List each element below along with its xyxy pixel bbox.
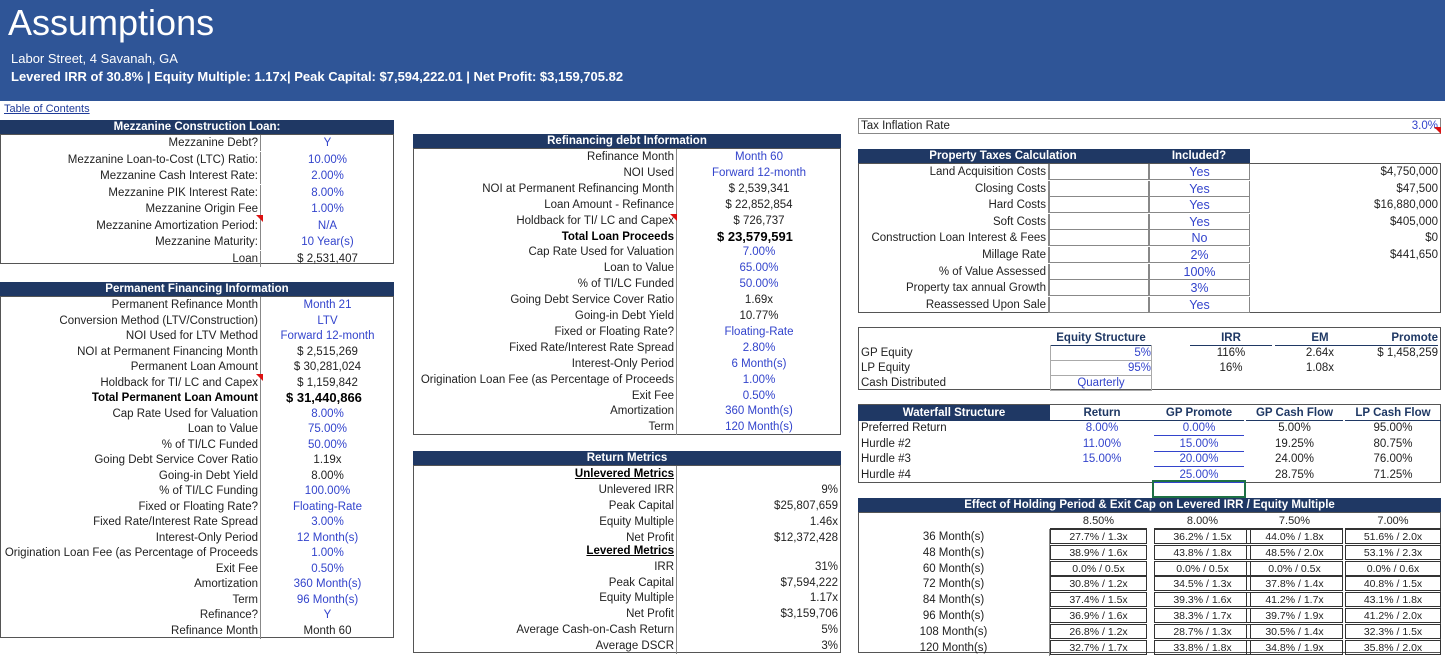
equity-share[interactable]: Quarterly: [1050, 375, 1152, 391]
waterfall-header: GP Promote: [1154, 405, 1244, 421]
tax-label: Millage Rate: [858, 247, 1049, 263]
tax-blank-cell: [1049, 297, 1149, 313]
waterfall-cell[interactable]: 8.00%: [1085, 422, 1119, 434]
waterfall-cell[interactable]: 15.00%: [1154, 436, 1244, 452]
equity-share[interactable]: 95%: [1050, 360, 1152, 376]
tax-blank-cell: [1049, 264, 1149, 280]
waterfall-cell[interactable]: 25.00%: [1154, 467, 1244, 483]
refi-value[interactable]: 10.77%: [739, 310, 779, 322]
mezz-value[interactable]: Y: [323, 137, 332, 149]
equity-irr: 116%: [1216, 347, 1246, 359]
perm-value[interactable]: $ 1,159,842: [297, 376, 358, 389]
sensitivity-cell: 41.2% / 1.7x: [1246, 592, 1343, 607]
perm-label: Holdback for TI/ LC and Capex: [0, 375, 261, 391]
sensitivity-cell: 51.6% / 2.0x: [1345, 529, 1441, 544]
refi-value[interactable]: $ 23,579,591: [717, 228, 793, 244]
tax-included-value[interactable]: Yes: [1149, 164, 1250, 180]
equity-label: GP Equity: [861, 347, 913, 359]
refi-label: NOI at Permanent Refinancing Month: [413, 181, 677, 197]
refi-header: Refinancing debt Information: [413, 134, 841, 148]
levered-label: IRR: [413, 559, 677, 575]
waterfall-cell: Hurdle #2: [861, 437, 911, 450]
perm-label: Amortization: [0, 576, 261, 592]
mezz-value[interactable]: N/A: [317, 219, 338, 232]
sensitivity-cell: 37.4% / 1.5x: [1050, 592, 1147, 607]
waterfall-cell[interactable]: 11.00%: [1082, 437, 1122, 450]
refi-value[interactable]: 7.00%: [742, 246, 776, 259]
sensitivity-cell: 34.8% / 1.9x: [1246, 640, 1343, 655]
sensitivity-cell: 53.1% / 2.3x: [1345, 545, 1441, 560]
sensitivity-cell: 34.5% / 1.3x: [1154, 576, 1251, 591]
perm-label: Origination Loan Fee (as Percentage of Proceeds: [0, 545, 261, 561]
perm-label: Permanent Loan Amount: [0, 359, 261, 375]
perm-value[interactable]: $ 31,440,866: [286, 390, 362, 405]
perm-value[interactable]: LTV: [317, 314, 338, 327]
perm-value[interactable]: 1.19x: [313, 454, 342, 466]
sensitivity-header: Effect of Holding Period & Exit Cap on Levered IRR / Equity Multiple: [858, 498, 1441, 512]
tax-blank-cell: [1049, 214, 1149, 230]
tax-header: Property Taxes Calculation: [858, 149, 1148, 163]
tax-amount: [1250, 264, 1438, 280]
refi-label: Interest-Only Period: [413, 356, 677, 372]
mezz-value[interactable]: $ 2,531,407: [297, 252, 358, 265]
refi-value[interactable]: 50.00%: [739, 278, 779, 291]
perm-label: Exit Fee: [0, 561, 261, 577]
perm-value[interactable]: 100.00%: [304, 485, 351, 497]
refi-value[interactable]: Month 60: [735, 151, 783, 163]
comment-indicator[interactable]: [256, 374, 263, 381]
summary-line: Levered IRR of 30.8% | Equity Multiple: 1.17x| Peak Capital: $7,594,222.01 | Net Profit: $3,159,705.82: [11, 69, 624, 84]
mezz-value[interactable]: 10.00%: [307, 153, 347, 166]
levered-value: 1.17x: [809, 592, 838, 605]
perm-label: NOI at Permanent Financing Month: [0, 344, 261, 360]
levered-label: Average Cash-on-Cash Return: [413, 622, 677, 638]
sensitivity-cell: 36.9% / 1.6x: [1050, 608, 1147, 623]
holding-period: 72 Month(s): [858, 576, 1050, 592]
waterfall-cell: Hurdle #4: [861, 468, 911, 481]
sensitivity-cell: 33.8% / 1.8x: [1154, 640, 1251, 655]
sensitivity-cell: 40.8% / 1.5x: [1345, 576, 1441, 591]
tax-included-value[interactable]: Yes: [1149, 297, 1250, 313]
tax-amount: [1250, 297, 1438, 313]
tax-label: Soft Costs: [858, 214, 1049, 230]
refi-value[interactable]: 1.00%: [742, 373, 776, 386]
title-banner: [0, 0, 1445, 101]
equity-header: IRR: [1190, 330, 1272, 346]
waterfall-header: Return: [1050, 405, 1154, 421]
levered-value: $3,159,706: [780, 608, 838, 621]
refi-label: Going-in Debt Yield: [413, 308, 677, 324]
perm-value[interactable]: 12 Month(s): [296, 531, 359, 544]
refi-label: Fixed Rate/Interest Rate Spread: [413, 340, 677, 356]
sensitivity-cell: 44.0% / 1.8x: [1246, 529, 1343, 544]
levered-label: Net Profit: [413, 606, 677, 622]
holding-period: 48 Month(s): [858, 545, 1050, 561]
tax-included-header: Included?: [1148, 149, 1250, 163]
refi-label: Total Loan Proceeds: [413, 229, 677, 245]
equity-em: 2.64x: [1305, 347, 1335, 359]
waterfall-cell[interactable]: 20.00%: [1154, 451, 1244, 467]
sensitivity-cell: 32.3% / 1.5x: [1345, 624, 1441, 639]
perm-value[interactable]: 3.00%: [311, 516, 344, 528]
tax-blank-cell: [1049, 164, 1149, 180]
unlevered-label: Peak Capital: [413, 498, 677, 514]
tax-label: Property tax annual Growth: [858, 280, 1049, 296]
equity-em: 1.08x: [1305, 362, 1335, 374]
perm-value[interactable]: Month 21: [303, 299, 352, 311]
perm-label: % of TI/LC Funded: [0, 437, 261, 453]
tax-included-value[interactable]: 3%: [1149, 280, 1250, 296]
refi-label: Loan Amount - Refinance: [413, 197, 677, 213]
perm-header: Permanent Financing Information: [0, 282, 394, 296]
refi-value[interactable]: 65.00%: [739, 262, 779, 275]
refi-label: Holdback for TI/ LC and Capex: [413, 213, 677, 229]
equity-irr: 16%: [1219, 362, 1243, 374]
sensitivity-cell: 38.3% / 1.7x: [1154, 608, 1251, 623]
mezz-label: Mezzanine PIK Interest Rate:: [0, 185, 261, 201]
tax-amount: $0: [1425, 232, 1438, 245]
sensitivity-cell: 48.5% / 2.0x: [1246, 545, 1343, 560]
tax-included-value[interactable]: Yes: [1149, 214, 1250, 230]
refi-value[interactable]: $ 2,539,341: [728, 182, 790, 195]
sensitivity-cell: 43.8% / 1.8x: [1154, 545, 1251, 560]
refi-value[interactable]: $ 22,852,854: [725, 198, 793, 211]
unlevered-value: 1.46x: [809, 516, 838, 528]
tax-inflation-value[interactable]: 3.0%: [1411, 120, 1438, 132]
perm-value[interactable]: Floating-Rate: [292, 500, 363, 513]
refi-label: Refinance Month: [413, 149, 677, 165]
perm-label: % of TI/LC Funding: [0, 483, 261, 499]
levered-heading: Levered Metrics: [413, 543, 677, 559]
refi-label: Cap Rate Used for Valuation: [413, 244, 677, 260]
tax-blank-cell: [1049, 197, 1149, 213]
refi-label: NOI Used: [413, 165, 677, 181]
tax-label: Construction Loan Interest & Fees: [858, 230, 1049, 246]
mezz-value[interactable]: 10 Year(s): [301, 236, 354, 248]
returns-header: Return Metrics: [413, 451, 841, 465]
tax-amount: [1250, 280, 1438, 296]
exit-cap-header: 8.50%: [1050, 513, 1147, 529]
selected-cell[interactable]: [1152, 480, 1246, 498]
mezz-value[interactable]: 1.00%: [311, 203, 344, 215]
mezz-label: Mezzanine Cash Interest Rate:: [0, 168, 261, 184]
mezz-label: Mezzanine Debt?: [0, 135, 261, 151]
perm-value[interactable]: 8.00%: [311, 407, 344, 420]
unlevered-label: Unlevered IRR: [413, 482, 677, 498]
mezz-label: Loan: [0, 251, 261, 267]
mezz-header: Mezzanine Construction Loan:: [0, 120, 394, 134]
perm-label: Going Debt Service Cover Ratio: [0, 452, 261, 468]
refi-value[interactable]: 2.80%: [742, 341, 776, 354]
sensitivity-cell: 36.2% / 1.5x: [1154, 529, 1251, 544]
refi-label: Going Debt Service Cover Ratio: [413, 292, 677, 308]
perm-label: Going-in Debt Yield: [0, 468, 261, 484]
perm-value[interactable]: 50.00%: [307, 438, 347, 451]
holding-period: 120 Month(s): [858, 640, 1050, 656]
tax-included-value[interactable]: 100%: [1149, 264, 1250, 280]
tax-blank-cell: [1049, 247, 1149, 263]
tax-included-value[interactable]: Yes: [1149, 197, 1250, 213]
levered-value: $7,594,222: [780, 576, 838, 589]
waterfall-cell: Preferred Return: [861, 422, 947, 434]
holding-period: 60 Month(s): [858, 561, 1050, 577]
waterfall-cell: 24.00%: [1274, 453, 1314, 465]
tax-inflation-label: Tax Inflation Rate: [861, 120, 950, 132]
equity-label: Cash Distributed: [861, 377, 947, 389]
perm-value[interactable]: 0.50%: [311, 562, 344, 575]
sensitivity-cell: 41.2% / 2.0x: [1345, 608, 1441, 623]
mezz-label: Mezzanine Origin Fee: [0, 201, 261, 217]
equity-header: Equity Structure: [1050, 330, 1152, 346]
waterfall-header: LP Cash Flow: [1345, 405, 1441, 421]
perm-value[interactable]: Forward 12-month: [280, 330, 375, 342]
property-address: Labor Street, 4 Savanah, GA: [11, 51, 178, 66]
mezz-label: Mezzanine Amortization Period:: [0, 218, 261, 234]
perm-label: Loan to Value: [0, 421, 261, 437]
unlevered-heading: Unlevered Metrics: [413, 466, 677, 482]
tax-amount: $16,880,000: [1374, 199, 1438, 212]
holding-period: 108 Month(s): [858, 624, 1050, 640]
holding-period: 84 Month(s): [858, 592, 1050, 608]
sensitivity-cell: 0.0% / 0.5x: [1154, 561, 1251, 576]
perm-label: Refinance Month: [0, 623, 261, 639]
mezz-label: Mezzanine Loan-to-Cost (LTC) Ratio:: [0, 152, 261, 168]
sensitivity-cell: 27.7% / 1.3x: [1050, 529, 1147, 544]
sensitivity-cell: 43.1% / 1.8x: [1345, 592, 1441, 607]
waterfall-cell[interactable]: 0.00%: [1154, 420, 1244, 436]
unlevered-label: Net Profit: [413, 530, 677, 546]
refi-value[interactable]: Forward 12-month: [712, 166, 806, 179]
perm-label: Fixed or Floating Rate?: [0, 499, 261, 515]
sensitivity-cell: 32.7% / 1.7x: [1050, 640, 1147, 655]
sensitivity-cell: 0.0% / 0.5x: [1246, 561, 1343, 576]
waterfall-header: Waterfall Structure: [858, 405, 1050, 421]
refi-label: Fixed or Floating Rate?: [413, 324, 677, 340]
refi-value[interactable]: Floating-Rate: [724, 325, 794, 338]
sensitivity-cell: 37.8% / 1.4x: [1246, 576, 1343, 591]
waterfall-header: GP Cash Flow: [1246, 405, 1343, 421]
tax-blank-cell: [1049, 230, 1149, 246]
perm-label: NOI Used for LTV Method: [0, 328, 261, 344]
tax-label: % of Value Assessed: [858, 264, 1049, 280]
tax-amount: $47,500: [1396, 182, 1438, 195]
tax-label: Land Acquisition Costs: [858, 164, 1049, 180]
mezz-value[interactable]: 2.00%: [311, 170, 344, 182]
equity-header: EM: [1275, 330, 1365, 346]
levered-value: 3%: [821, 639, 838, 652]
refi-label: Amortization: [413, 403, 677, 419]
tax-amount: $441,650: [1390, 249, 1438, 261]
waterfall-cell: 28.75%: [1274, 468, 1314, 481]
comment-indicator[interactable]: [256, 215, 263, 222]
holding-period: 36 Month(s): [858, 529, 1050, 545]
unlevered-value: $25,807,659: [774, 500, 838, 512]
sensitivity-cell: 30.5% / 1.4x: [1246, 624, 1343, 639]
unlevered-label: Equity Multiple: [413, 514, 677, 530]
perm-label: Cap Rate Used for Valuation: [0, 406, 261, 422]
tax-label: Reassessed Upon Sale: [858, 297, 1049, 313]
exit-cap-header: 8.00%: [1154, 513, 1251, 529]
mezz-label: Mezzanine Maturity:: [0, 234, 261, 250]
perm-value[interactable]: $ 30,281,024: [293, 361, 362, 373]
refi-value[interactable]: $ 726,737: [733, 214, 785, 227]
page-title: Assumptions: [8, 2, 215, 43]
tax-included-value[interactable]: 2%: [1149, 247, 1250, 263]
tax-blank-cell: [1049, 181, 1149, 197]
levered-label: Peak Capital: [413, 575, 677, 591]
equity-label: LP Equity: [861, 362, 911, 374]
waterfall-cell: 76.00%: [1373, 453, 1413, 465]
tax-included-value[interactable]: Yes: [1149, 181, 1250, 197]
perm-label: Refinance?: [0, 607, 261, 623]
refi-label: Loan to Value: [413, 260, 677, 276]
waterfall-cell: 5.00%: [1278, 422, 1311, 434]
waterfall-cell: 71.25%: [1373, 468, 1413, 481]
refi-value[interactable]: 360 Month(s): [725, 405, 793, 418]
tax-label: Hard Costs: [858, 197, 1049, 213]
exit-cap-header: 7.00%: [1345, 513, 1441, 529]
tax-included-value[interactable]: No: [1149, 230, 1250, 246]
waterfall-cell: 95.00%: [1373, 422, 1413, 434]
equity-header: Promote: [1345, 330, 1438, 346]
table-of-contents-link[interactable]: Table of Contents: [4, 103, 90, 115]
refi-value[interactable]: 6 Month(s): [731, 357, 787, 370]
perm-value[interactable]: 1.00%: [311, 547, 344, 559]
sensitivity-cell: 39.3% / 1.6x: [1154, 592, 1251, 607]
perm-label: Conversion Method (LTV/Construction): [0, 313, 261, 329]
sensitivity-cell: 38.9% / 1.6x: [1050, 545, 1147, 560]
perm-value[interactable]: 75.00%: [307, 423, 347, 435]
sensitivity-cell: 0.0% / 0.5x: [1050, 561, 1147, 576]
levered-label: Average DSCR: [413, 638, 677, 654]
perm-label: Fixed Rate/Interest Rate Spread: [0, 514, 261, 530]
perm-value[interactable]: 360 Month(s): [293, 578, 362, 590]
perm-label: Permanent Refinance Month: [0, 297, 261, 313]
refi-value[interactable]: 0.50%: [742, 389, 776, 402]
mezz-value[interactable]: 8.00%: [311, 186, 344, 199]
sensitivity-cell: 39.7% / 1.9x: [1246, 608, 1343, 623]
perm-value[interactable]: Y: [323, 609, 332, 621]
waterfall-cell: 19.25%: [1274, 437, 1314, 450]
perm-label: Interest-Only Period: [0, 530, 261, 546]
sensitivity-cell: 26.8% / 1.2x: [1050, 624, 1147, 639]
exit-cap-header: 7.50%: [1246, 513, 1343, 529]
equity-share[interactable]: 5%: [1050, 345, 1152, 361]
refi-label: % of TI/LC Funded: [413, 276, 677, 292]
levered-label: Equity Multiple: [413, 590, 677, 606]
sensitivity-cell: 28.7% / 1.3x: [1154, 624, 1251, 639]
perm-value[interactable]: Month 60: [303, 624, 352, 637]
sensitivity-cell: 30.8% / 1.2x: [1050, 576, 1147, 591]
perm-label: Total Permanent Loan Amount: [0, 390, 261, 406]
tax-amount: $4,750,000: [1380, 166, 1438, 178]
refi-label: Exit Fee: [413, 388, 677, 404]
comment-indicator[interactable]: [670, 214, 677, 221]
waterfall-cell[interactable]: 15.00%: [1082, 453, 1122, 465]
equity-promote: $ 1,458,259: [1377, 347, 1438, 359]
tax-blank-cell: [1049, 280, 1149, 296]
comment-indicator[interactable]: [1434, 127, 1441, 134]
refi-label: Term: [413, 419, 677, 435]
refi-value[interactable]: 120 Month(s): [725, 421, 793, 434]
waterfall-cell: Hurdle #3: [861, 453, 911, 465]
refi-value[interactable]: 1.69x: [744, 294, 774, 307]
unlevered-value: $12,372,428: [774, 532, 838, 544]
perm-value[interactable]: 96 Month(s): [296, 593, 359, 606]
tax-amount: $405,000: [1390, 215, 1438, 228]
sensitivity-cell: 0.0% / 0.6x: [1345, 561, 1441, 576]
holding-period: 96 Month(s): [858, 608, 1050, 624]
refi-label: Origination Loan Fee (as Percentage of Proceeds: [413, 372, 677, 388]
perm-label: Term: [0, 592, 261, 608]
waterfall-cell: 80.75%: [1373, 437, 1413, 450]
perm-value[interactable]: $ 2,515,269: [297, 345, 358, 358]
levered-value: 5%: [821, 623, 838, 636]
tax-label: Closing Costs: [858, 181, 1049, 197]
perm-value[interactable]: 8.00%: [311, 469, 344, 482]
levered-value: 31%: [814, 561, 838, 573]
sensitivity-cell: 35.8% / 2.0x: [1345, 640, 1441, 655]
unlevered-value: 9%: [821, 484, 838, 496]
